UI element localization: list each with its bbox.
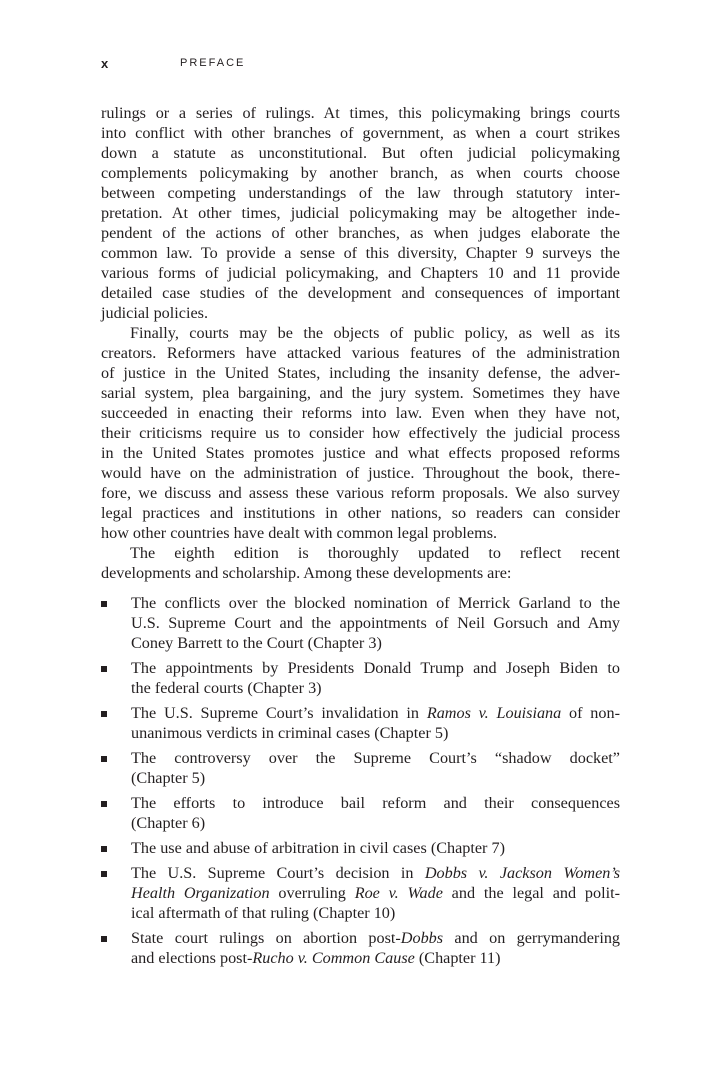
text-run: The U.S. Supreme Court’s invalidation in [131, 704, 427, 722]
running-head [101, 56, 620, 72]
text-line: their criticisms require us to consider how effectively the judicial process [101, 424, 620, 442]
text-run: and the legal and polit- [442, 884, 620, 902]
case-name: Health Organization [131, 884, 270, 902]
text-run: the federal courts (Chapter 3) [131, 679, 322, 697]
list-item [101, 793, 620, 833]
list-item [101, 838, 620, 858]
text-line: into conflict with other branches of government, as when a court strikes [101, 124, 620, 142]
square-bullet-icon [101, 871, 107, 877]
text-line: detailed case studies of the development and consequences of important [101, 284, 620, 302]
body-text [101, 103, 620, 583]
paragraph [101, 103, 620, 323]
text-line: various forms of judicial policymaking, and Chapters 10 and 11 provide [101, 264, 620, 282]
text-line: complements policymaking by another branch, as when courts choose [101, 164, 620, 182]
square-bullet-icon [101, 936, 107, 942]
text-run: (Chapter 5) [131, 769, 206, 787]
text-line: common law. To provide a sense of this diversity, Chapter 9 surveys the [101, 244, 620, 262]
text-line [131, 928, 620, 948]
text-line [131, 903, 620, 923]
case-name: Dobbs v. Jackson Women’s [424, 864, 620, 882]
text-line: Finally, courts may be the objects of public policy, as well as its [130, 324, 620, 342]
text-line [131, 883, 620, 903]
text-line: sarial system, plea bargaining, and the jury system. Sometimes they have [101, 384, 620, 402]
square-bullet-icon [101, 846, 107, 852]
text-run: State court rulings on abortion post- [131, 929, 401, 947]
square-bullet-icon [101, 711, 107, 717]
case-name: Dobbs [400, 929, 444, 947]
text-line: creators. Reformers have attacked various features of the administration [101, 344, 620, 362]
text-line: of justice in the United States, including the insanity defense, the adver- [101, 364, 620, 382]
text-line [131, 948, 620, 968]
text-run: ical aftermath of that ruling (Chapter 10) [131, 904, 396, 922]
text-line: between competing understandings of the law through statutory inter- [101, 184, 620, 202]
list-item [101, 593, 620, 653]
text-run: The use and abuse of arbitration in civil cases (Chapter 7) [131, 839, 505, 857]
text-line [131, 813, 620, 833]
text-run: (Chapter 11) [414, 949, 501, 967]
text-run: and on gerrymandering [443, 929, 621, 947]
square-bullet-icon [101, 601, 107, 607]
text-line [131, 723, 620, 743]
square-bullet-icon [101, 756, 107, 762]
case-name: Rucho v. Common Cause [252, 949, 415, 967]
text-line [131, 748, 620, 768]
text-line [131, 593, 620, 613]
text-run: The conflicts over the blocked nomination of Merrick Garland to the [131, 594, 620, 612]
text-run: (Chapter 6) [131, 814, 206, 832]
paragraph [101, 543, 620, 583]
text-line: developments and scholarship. Among these developments are: [101, 564, 512, 582]
square-bullet-icon [101, 801, 107, 807]
text-line [131, 703, 620, 723]
list-item [101, 703, 620, 743]
text-line: fore, we discuss and assess these various reform proposals. We also survey [101, 484, 620, 502]
text-line [131, 678, 620, 698]
square-bullet-icon [101, 666, 107, 672]
text-line [131, 658, 620, 678]
case-name: Roe v. Wade [354, 884, 443, 902]
list-item [101, 863, 620, 923]
text-run: U.S. Supreme Court and the appointments of Neil Gorsuch and Amy [131, 614, 620, 632]
paragraph [101, 323, 620, 543]
list-item [101, 658, 620, 698]
case-name: Ramos v. Louisiana [426, 704, 562, 722]
text-line [131, 613, 620, 633]
text-line: down a statute as unconstitutional. But often judicial policymaking [101, 144, 620, 162]
page-number: x [101, 56, 109, 71]
text-line: rulings or a series of rulings. At times, this policymaking brings courts [101, 104, 620, 122]
text-run: The appointments by Presidents Donald Trump and Joseph Biden to [131, 659, 620, 677]
list-item [101, 928, 620, 968]
text-line [131, 768, 620, 788]
text-run: The controversy over the Supreme Court’s “shadow docket” [131, 749, 620, 767]
text-run: The efforts to introduce bail reform and their consequences [131, 794, 620, 812]
text-line: pendent of the actions of other branches, as when judges elaborate the [101, 224, 620, 242]
text-line [131, 793, 620, 813]
text-run: and elections post- [131, 949, 253, 967]
section-title: PREFACE [180, 57, 246, 69]
text-line: judicial policies. [101, 304, 208, 322]
text-line: The eighth edition is thoroughly updated to reflect recent [130, 544, 620, 562]
text-run: unanimous verdicts in criminal cases (Chapter 5) [131, 724, 449, 742]
text-run: The U.S. Supreme Court’s decision in [131, 864, 425, 882]
developments-list [101, 593, 620, 973]
text-line: legal practices and institutions in other nations, so readers can consider [101, 504, 620, 522]
text-run: of non- [561, 704, 620, 722]
text-line: in the United States promotes justice and what effects proposed reforms [101, 444, 620, 462]
text-line [131, 838, 620, 858]
text-line: succeeded in enacting their reforms into law. Even when they have not, [101, 404, 620, 422]
text-run: overruling [269, 884, 355, 902]
text-line: how other countries have dealt with common legal problems. [101, 524, 498, 542]
text-line [131, 863, 620, 883]
text-run: Coney Barrett to the Court (Chapter 3) [131, 634, 382, 652]
list-item [101, 748, 620, 788]
text-line: would have on the administration of justice. Throughout the book, there- [101, 464, 620, 482]
text-line [131, 633, 620, 653]
text-line: pretation. At other times, judicial policymaking may be altogether inde- [101, 204, 620, 222]
